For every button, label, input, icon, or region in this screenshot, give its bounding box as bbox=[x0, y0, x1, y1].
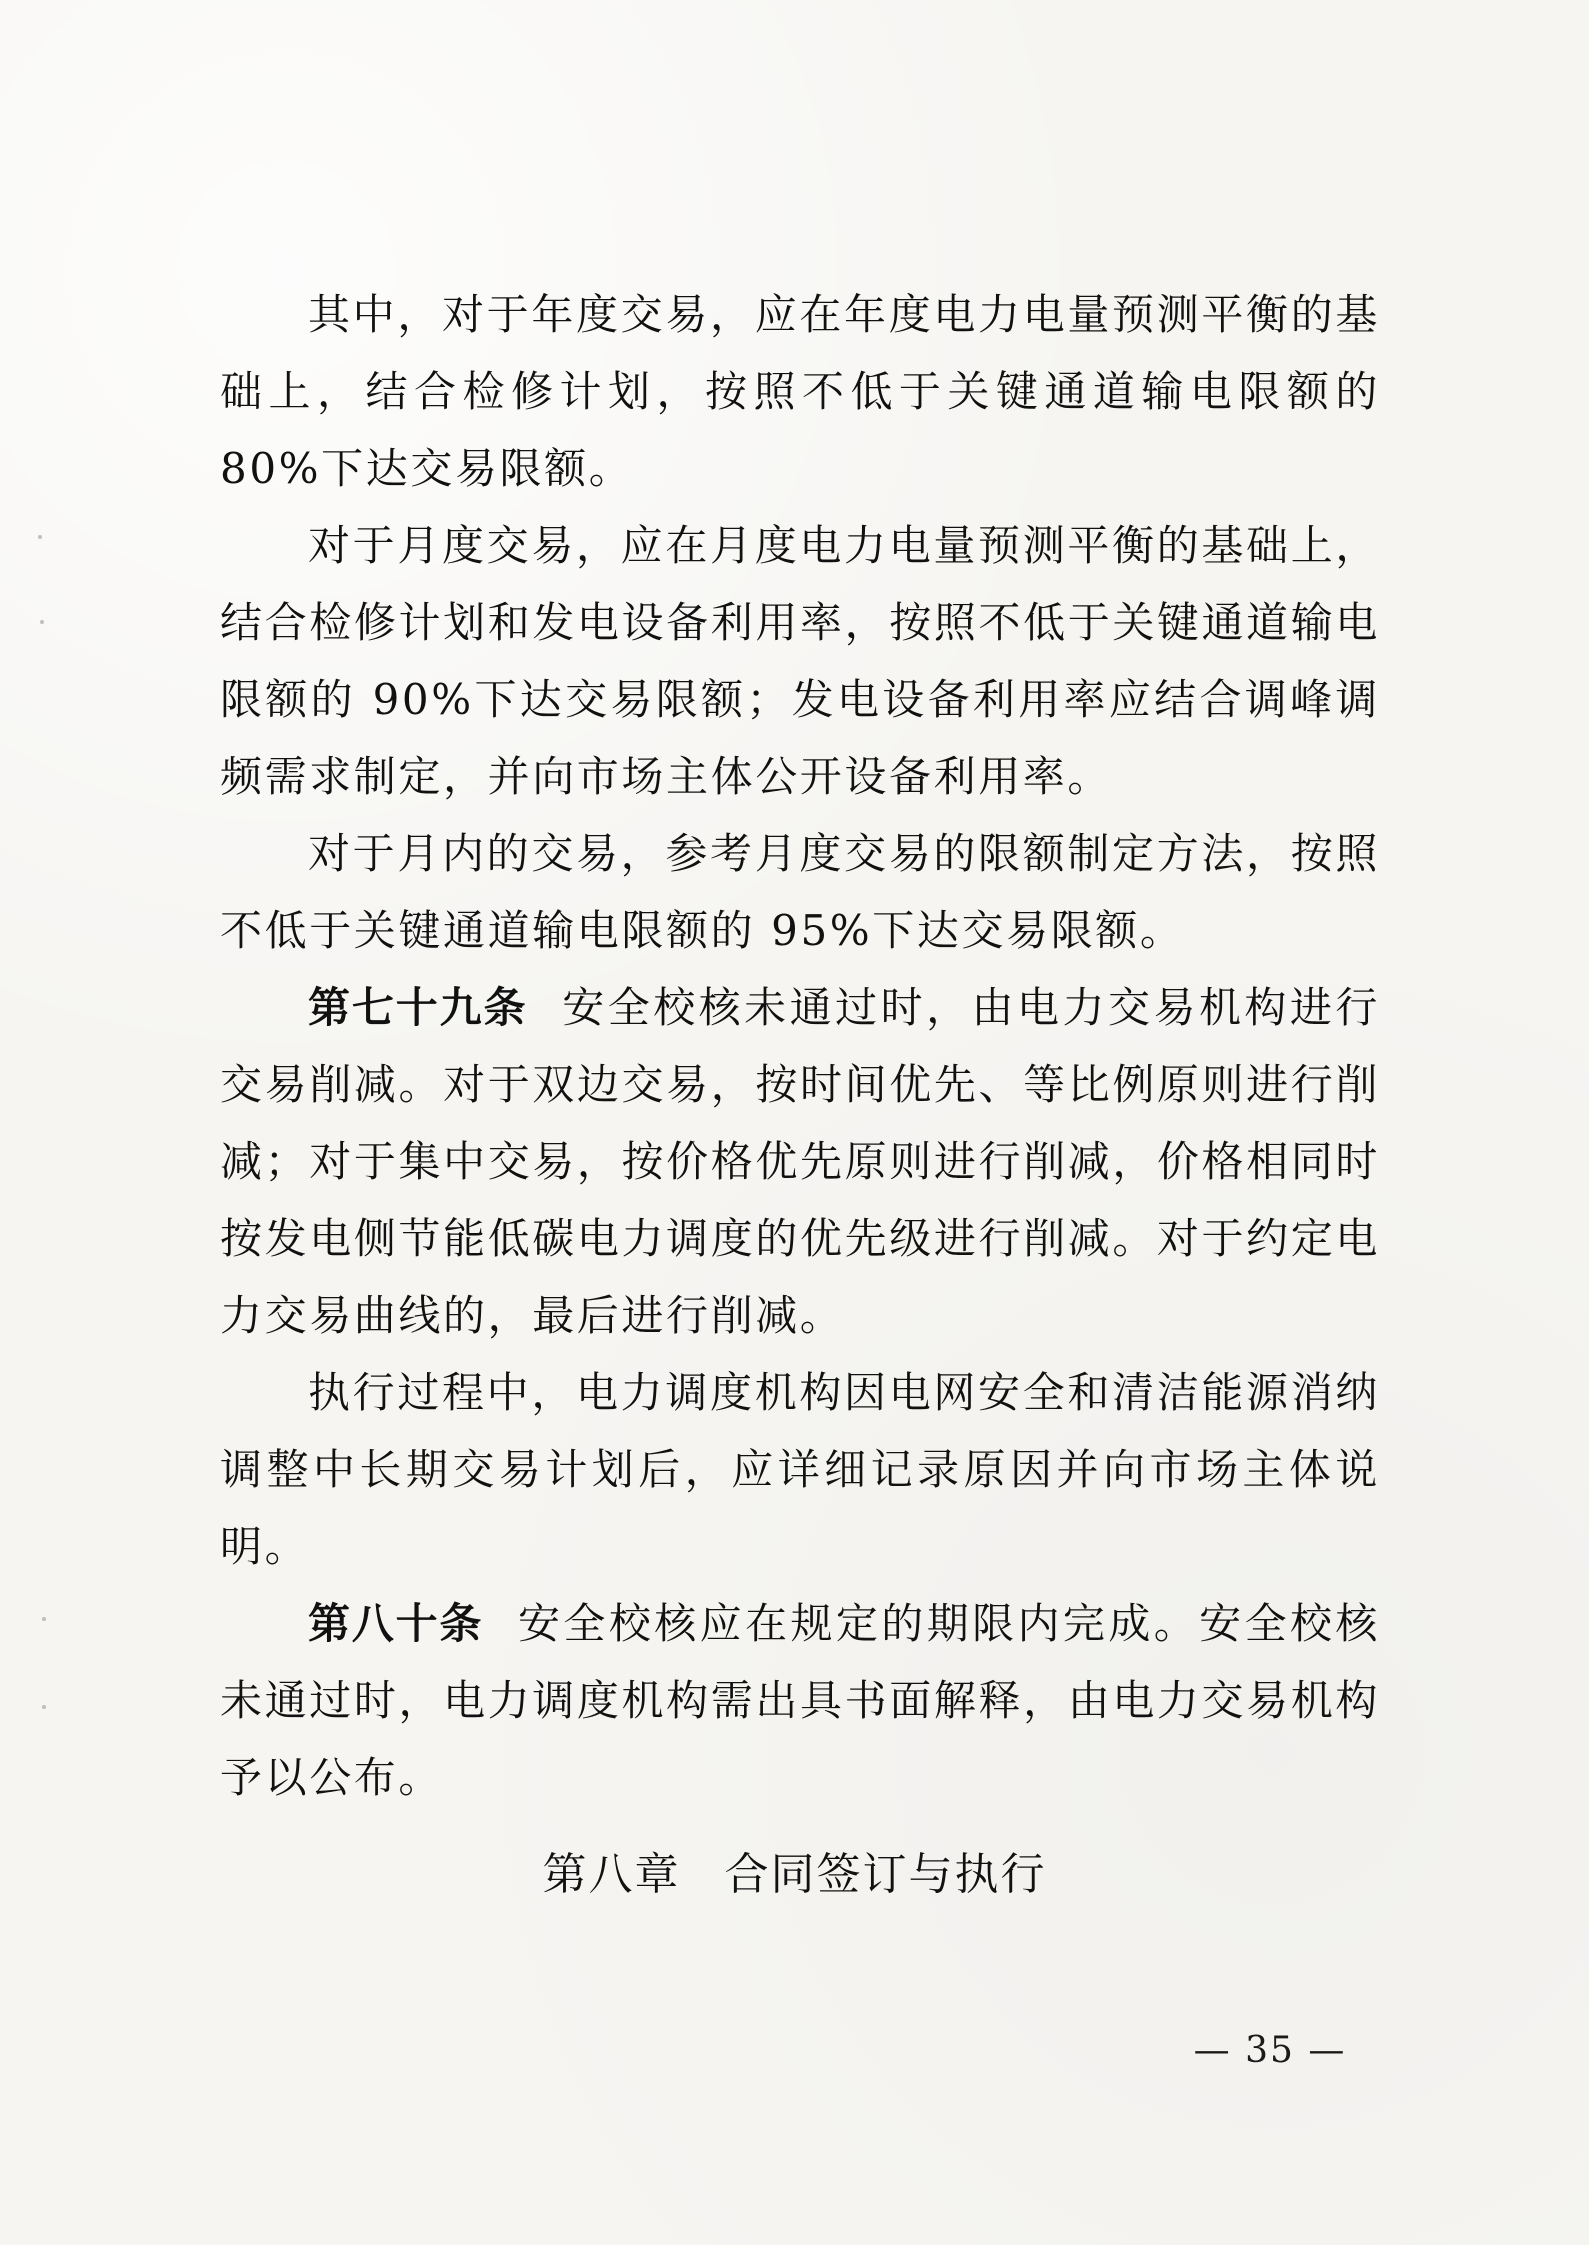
article-80 bbox=[220, 1585, 1380, 1816]
paragraph-text: 其中，对于年度交易，应在年度电力电量预测平衡的基础上，结合检修计划，按照不低于关键通道输电限额的 80%下达交易限额。 bbox=[220, 290, 1380, 493]
article-heading: 第七十九条 bbox=[308, 983, 528, 1032]
paragraph-annual-trading bbox=[220, 276, 1380, 507]
article-79 bbox=[220, 969, 1380, 1354]
paragraph-text: 对于月内的交易，参考月度交易的限额制定方法，按照不低于关键通道输电限额的 95%下达交易限额。 bbox=[220, 829, 1380, 955]
paragraph-text: 对于月度交易，应在月度电力电量预测平衡的基础上，结合检修计划和发电设备利用率，按照不低于关键通道输电限额的 90%下达交易限额；发电设备利用率应结合调峰调频需求制定，并向市场主体公开设备利用率。 bbox=[220, 521, 1380, 801]
chapter-number: 第八章 bbox=[542, 1849, 681, 1900]
paragraph-intramonth-trading bbox=[220, 815, 1380, 969]
page-number: — 35 — bbox=[1193, 2030, 1347, 2071]
paragraph-text: 执行过程中，电力调度机构因电网安全和清洁能源消纳调整中长期交易计划后，应详细记录原因并向市场主体说明。 bbox=[220, 1368, 1380, 1571]
scan-speck bbox=[38, 535, 42, 539]
chapter-title-text: 合同签订与执行 bbox=[724, 1849, 1047, 1900]
scan-speck bbox=[42, 1617, 46, 1621]
document-body bbox=[220, 276, 1380, 1816]
scan-speck bbox=[40, 620, 44, 624]
paragraph-text: 安全校核未通过时，由电力交易机构进行交易削减。对于双边交易，按时间优先、等比例原则进行削减；对于集中交易，按价格优先原则进行削减，价格相同时按发电侧节能低碳电力调度的优先级进行削减。对于约定电力交易曲线的，最后进行削减。 bbox=[220, 983, 1380, 1340]
paragraph-monthly-trading bbox=[220, 507, 1380, 815]
article-heading: 第八十条 bbox=[308, 1599, 484, 1648]
chapter-heading bbox=[0, 1838, 1589, 1902]
scan-speck bbox=[42, 1705, 46, 1709]
paragraph-dispatch-adjustment bbox=[220, 1354, 1380, 1585]
paragraph-text: 安全校核应在规定的期限内完成。安全校核未通过时，电力调度机构需出具书面解释，由电力交易机构予以公布。 bbox=[220, 1599, 1380, 1802]
